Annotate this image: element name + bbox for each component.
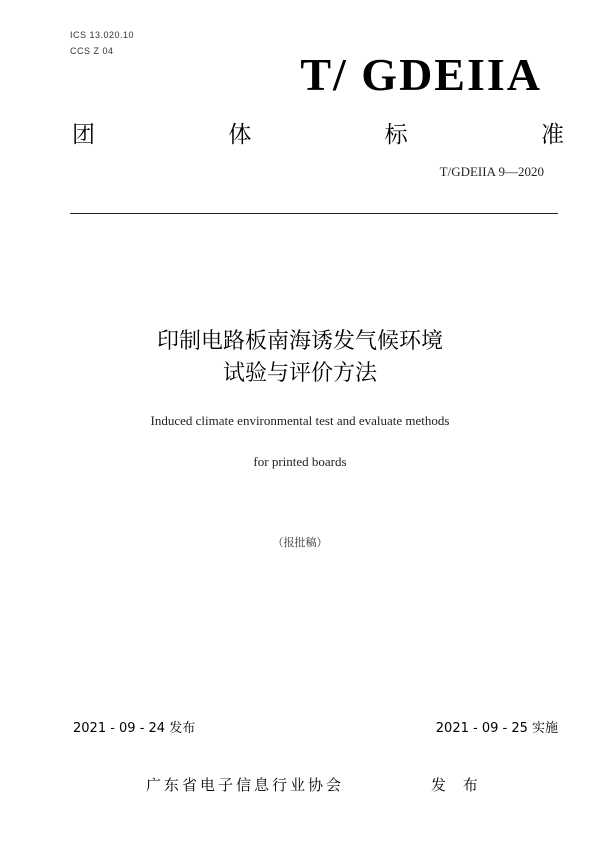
publish-label: 发 布 [431, 776, 484, 794]
standard-type-char: 体 [228, 122, 252, 148]
issue-date: 2021 - 09 - 24 发布 [73, 721, 196, 736]
standard-type-char: 团 [72, 122, 95, 148]
header-divider [70, 213, 558, 214]
organization-standard-code: T/ GDEIIA [300, 49, 542, 100]
standard-type-char: 标 [384, 122, 408, 148]
ics-code: ICS 13.020.10 [70, 30, 135, 40]
chinese-title [0, 326, 600, 390]
ccs-code: CCS Z 04 [70, 46, 114, 56]
implementation-date: 2021 - 09 - 25 实施 [435, 721, 558, 736]
english-title-line-1: Induced climate environmental test and evaluate methods [150, 413, 450, 428]
english-title-line-2: for printed boards [253, 454, 347, 469]
chinese-title-line-2: 试验与评价方法 [222, 361, 377, 386]
publisher-name: 广东省电子信息行业协会 [146, 776, 345, 794]
standard-type-char: 准 [540, 122, 564, 148]
standard-type-heading [72, 116, 564, 149]
chinese-title-line-1: 印制电路板南海诱发气候环境 [156, 329, 443, 354]
draft-status: （报批稿） [272, 536, 328, 549]
standard-number: T/GDEIIA 9—2020 [439, 164, 544, 179]
